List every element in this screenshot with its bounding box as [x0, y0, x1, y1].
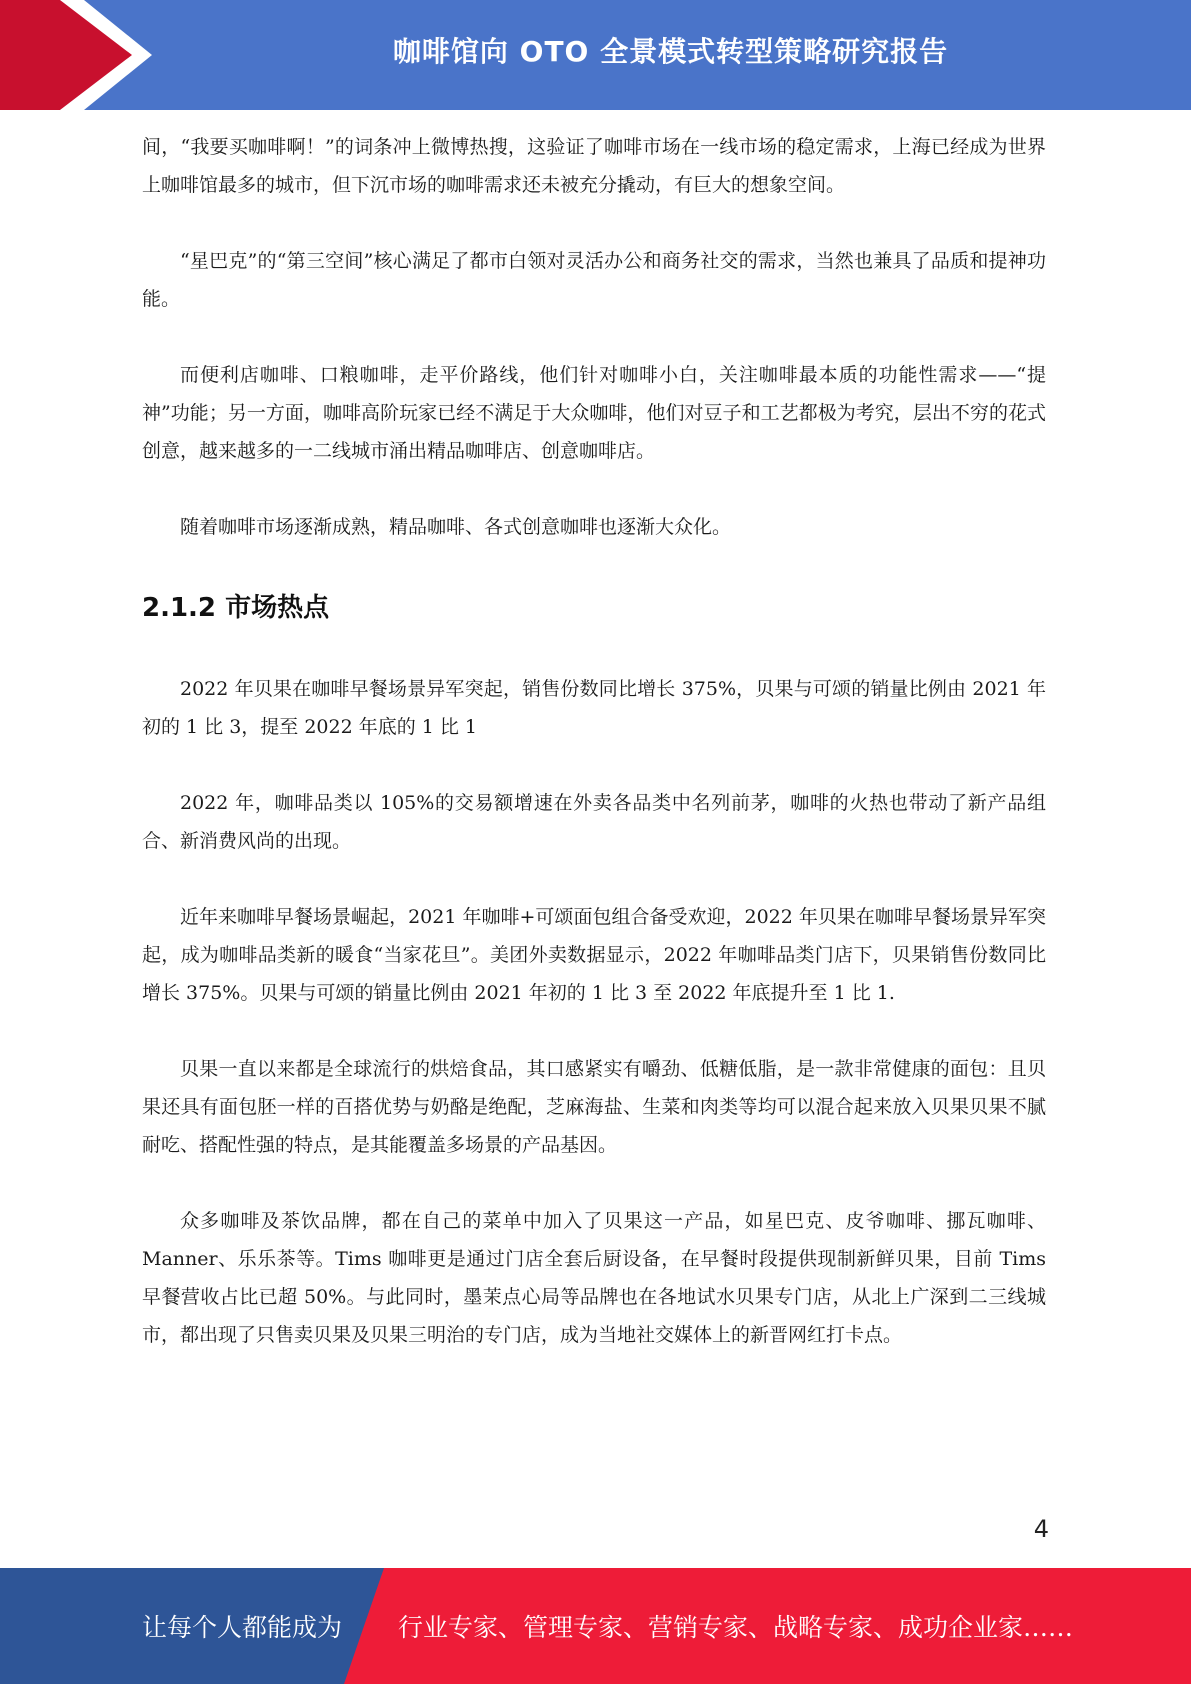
section-heading: 2.1.2 市场热点 — [142, 593, 330, 623]
footer-slogan-right: 行业专家、管理专家、营销专家、战略专家、成功企业家…… — [398, 1613, 1074, 1642]
page-footer — [0, 1568, 1191, 1684]
paragraph-continued: 间，“我要买咖啡啊！”的词条冲上微博热搜，这验证了咖啡市场在一线市场的稳定需求，上海已经成为世界上咖啡馆最多的城市，但下沉市场的咖啡需求还未被充分撬动，有巨大的想象空间。 — [142, 136, 1046, 196]
paragraph: “星巴克”的“第三空间”核心满足了都市白领对灵活办公和商务社交的需求，当然也兼具了品质和提神功能。 — [142, 250, 1046, 310]
footer-slogan-left: 让每个人都能成为 — [142, 1613, 343, 1642]
page-number: 4 — [1033, 1515, 1049, 1543]
report-title: 咖啡馆向 OTO 全景模式转型策略研究报告 — [392, 35, 949, 68]
paragraph: 2022 年，咖啡品类以 105%的交易额增速在外卖各品类中名列前茅，咖啡的火热也带动了新产品组合、新消费风尚的出现。 — [142, 792, 1046, 852]
paragraph: 贝果一直以来都是全球流行的烘焙食品，其口感紧实有嚼劲、低糖低脂，是一款非常健康的面包：且贝果还具有面包胚一样的百搭优势与奶酪是绝配，芝麻海盐、生菜和肉类等均可以混合起来放入贝果贝果不腻耐吃、搭配性强的特点，是其能覆盖多场景的产品基因。 — [142, 1058, 1046, 1156]
page-header — [0, 0, 1191, 110]
paragraph: 随着咖啡市场逐渐成熟，精品咖啡、各式创意咖啡也逐渐大众化。 — [180, 516, 732, 538]
paragraph: 2022 年贝果在咖啡早餐场景异军突起，销售份数同比增长 375%，贝果与可颂的销量比例由 2021 年初的 1 比 3，提至 2022 年底的 1 比 1 — [142, 678, 1046, 738]
paragraph: 而便利店咖啡、口粮咖啡，走平价路线，他们针对咖啡小白，关注咖啡最本质的功能性需求——“提神”功能；另一方面，咖啡高阶玩家已经不满足于大众咖啡，他们对豆子和工艺都极为考究，层出不穷的花式创意，越来越多的一二线城市涌出精品咖啡店、创意咖啡店。 — [142, 364, 1046, 462]
document-body — [142, 128, 1046, 1392]
paragraph: 近年来咖啡早餐场景崛起，2021 年咖啡+可颂面包组合备受欢迎，2022 年贝果在咖啡早餐场景异军突起，成为咖啡品类新的暖食“当家花旦”。美团外卖数据显示，2022 年咖啡品类门店下，贝果销售份数同比增长 375%。贝果与可颂的销量比例由 2021 年初的 1 比 3 至 2022 年底提升至 1 比 1. — [142, 906, 1046, 1004]
paragraph: 众多咖啡及茶饮品牌，都在自己的菜单中加入了贝果这一产品，如星巴克、皮爷咖啡、挪瓦咖啡、Manner、乐乐茶等。Tims 咖啡更是通过门店全套后厨设备，在早餐时段提供现制新鲜贝果，目前 Tims 早餐营收占比已超 50%。与此同时，墨茉点心局等品牌也在各地试水贝果专门店，从北上广深到二三线城市，都出现了只售卖贝果及贝果三明治的专门店，成为当地社交媒体上的新晋网红打卡点。 — [142, 1210, 1046, 1346]
